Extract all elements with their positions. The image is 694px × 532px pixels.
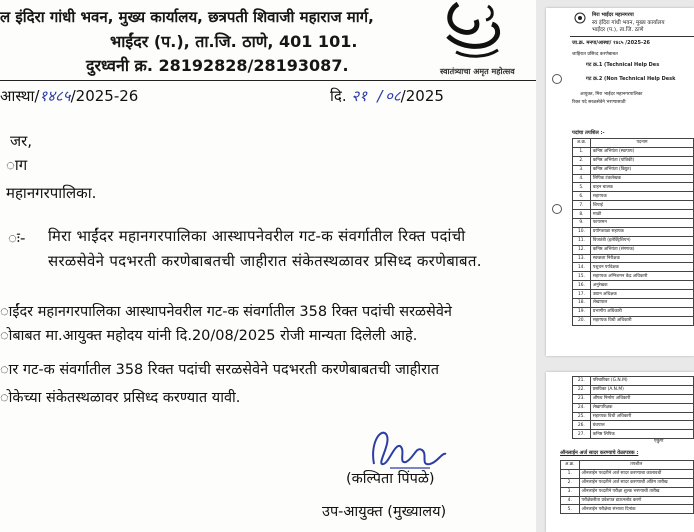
table-cell: सहाय्यक विधी अधिकारी <box>590 412 693 421</box>
table-cell: कनिष्ठ अभियंता (यांत्रिकी) <box>590 156 693 165</box>
table-cell: सहाय्यक विधी अधिकारी <box>590 316 693 325</box>
table-row <box>561 478 694 487</box>
emblem-icon <box>574 12 586 24</box>
table-row <box>573 421 694 430</box>
letterhead-line-3: दुरध्वनी क्र. 28192828/28193087. <box>86 56 349 75</box>
table-cell: 3. <box>573 165 591 174</box>
reference-date <box>330 86 444 106</box>
table-cell: 27. <box>573 430 591 439</box>
table-cell: 2. <box>573 156 591 165</box>
table-row <box>573 394 694 403</box>
thumb1-line: जाहिरात प्रसिध्द करणेबाबत <box>572 52 618 57</box>
table-row <box>573 281 694 290</box>
table-header-row <box>573 139 694 148</box>
table-cell: 12. <box>573 245 591 254</box>
table-cell: 16. <box>573 281 591 290</box>
table-header-cell: अ.क्र. <box>561 461 580 470</box>
thumb2-posts-table <box>572 376 694 439</box>
table-row <box>573 272 694 281</box>
table-cell: 14. <box>573 263 591 272</box>
table-row <box>573 192 694 201</box>
handwritten-signature <box>360 424 450 474</box>
letterhead-line-2: भाईंदर (प.), ता.जि. ठाणे, 401 101. <box>110 32 358 51</box>
table-cell: 26. <box>573 421 591 430</box>
table-row <box>573 219 694 228</box>
table-row <box>573 156 694 165</box>
table-cell: 1. <box>561 469 580 478</box>
table-row <box>573 183 694 192</box>
table-row <box>573 210 694 219</box>
date-handwritten: २१ /०८ <box>351 87 401 105</box>
table-cell: 9. <box>573 219 591 228</box>
table-cell: ऑनलाईन पध्दतीने परीक्षा शुल्क भरण्याची तारीख <box>579 487 693 496</box>
table-cell: 24. <box>573 403 591 412</box>
ref-prefix: आस्था/ <box>0 87 40 105</box>
table-cell: 11. <box>573 236 591 245</box>
table-row <box>561 505 694 514</box>
thumb1-header-1: मिरा भाईंदर महानगरपा <box>592 12 634 18</box>
table-cell: 5. <box>573 183 591 192</box>
table-cell: माळी <box>590 210 693 219</box>
body-paragraph-2-line-1: ार गट-क संवर्गातील 358 रिक्त पदांची सरळसेवेने पदभरती करणेबाबतची जाहीरात <box>0 362 440 378</box>
body-paragraph-2-line-2: ोकेच्या संकेतस्थळावर प्रसिध्द करण्यात यावी. <box>0 390 241 406</box>
table-cell: 18. <box>573 299 591 308</box>
table-row <box>573 201 694 210</box>
table-header-cell: तपशील <box>579 461 693 470</box>
table-cell: ऑनलाईन परीक्षेचा संभाव्य दिनांक <box>579 505 693 514</box>
table-cell: सहाय्यक <box>590 192 693 201</box>
table-cell: कनिष्ठ लिपिक <box>590 430 693 439</box>
table-cell: अनुरेखक <box>590 281 693 290</box>
table-cell: 5. <box>561 505 580 514</box>
table-cell: उद्यान अधिक्षक <box>590 290 693 299</box>
table-row <box>573 147 694 156</box>
letterhead-line-1: ल इंदिरा गांधी भवन, मुख्य कार्यालय, छत्रपती शिवाजी महाराज मार्ग, <box>0 8 374 26</box>
table-row <box>573 412 694 421</box>
table-cell: औषध निर्माण अधिकारी <box>590 394 693 403</box>
punch-hole <box>552 204 562 214</box>
punch-hole <box>552 74 562 84</box>
attachment-thumbnail-page-1[interactable] <box>546 8 694 356</box>
table-cell: 17. <box>573 290 591 299</box>
thumb2-total: एकुण <box>654 439 664 444</box>
ref-suffix: /2025-26 <box>70 87 139 105</box>
table-row <box>573 316 694 325</box>
table-cell: 21. <box>573 377 591 386</box>
table-cell: प्रभागीय अधिकारी <box>590 307 693 316</box>
table-cell: 20. <box>573 316 591 325</box>
thumb1-line: रिक्त पदे सरळसेवेने भरण्यासाठी <box>572 100 626 105</box>
table-cell: 3. <box>561 487 580 496</box>
thumb1-header-3: भाईंदर (प.), ता.जि. ठाणे <box>592 27 644 33</box>
thumb1-divider <box>570 36 694 37</box>
table-row <box>573 227 694 236</box>
table-cell: ऑनलाईन पध्दतीने अर्ज सादर करण्याचा कालावधी <box>579 469 693 478</box>
table-cell: 10. <box>573 227 591 236</box>
table-cell: सहाय्यक अग्निशमन केंद्र अधिकारी <box>590 272 693 281</box>
table-row <box>573 254 694 263</box>
emblem-caption: स्वातंत्र्याचा अमृत महोत्सव <box>440 67 515 76</box>
thumb2-section-title: ऑनलाईन अर्ज सादर करण्याचे वेळापत्रक : <box>560 450 639 456</box>
table-cell: वाहन चालक <box>590 183 693 192</box>
thumb1-line: आयुक्त, मिरा भाईंदर महानगरपालिका <box>580 92 643 97</box>
signatory-name: (कल्पिता पिंपळे) <box>346 471 435 487</box>
table-row <box>573 299 694 308</box>
table-cell: फायरमन <box>590 219 693 228</box>
table-row <box>561 487 694 496</box>
table-cell: लेखापाल <box>590 299 693 308</box>
table-cell: 4. <box>573 174 591 183</box>
thumb1-line: गट क्र.2 (Non Technical Help Desk <box>586 76 676 82</box>
table-cell: कनिष्ठ अभियंता (विद्युत) <box>590 165 693 174</box>
thumb1-ref: जा.क्र. मनपा/आस्था/ १४८५ /2025-26 <box>572 40 651 46</box>
table-cell: 1. <box>573 147 591 156</box>
table-cell: परिचारिका (G.N.M) <box>590 377 693 386</box>
table-cell: पशुधन पर्यवेक्षक <box>590 263 693 272</box>
table-cell: कनिष्ठ अभियंता (स्थापत्य) <box>590 147 693 156</box>
table-cell: 19. <box>573 307 591 316</box>
table-cell: शिपाई <box>590 201 693 210</box>
table-cell: 25. <box>573 412 591 421</box>
table-cell: 6. <box>573 192 591 201</box>
table-row <box>573 307 694 316</box>
table-cell: ऑनलाईन पध्दतीने अर्ज सादर करण्याची अंतिम तारीख <box>579 478 693 487</box>
date-label: दि. <box>330 87 347 105</box>
thumb2-schedule-table <box>560 460 694 514</box>
table-header-row <box>561 461 694 470</box>
table-row <box>561 496 694 505</box>
table-header-cell: अ.क्र. <box>573 139 591 148</box>
date-year: /2025 <box>400 87 444 105</box>
table-row <box>573 165 694 174</box>
reference-number <box>0 86 138 106</box>
table-cell: परीक्षेकरीता प्रवेशपत्र डाऊनलोड करणे <box>579 496 693 505</box>
table-cell: विजतंत्री (इलेक्ट्रिशियन) <box>590 236 693 245</box>
subject-marker: ः- <box>8 229 26 247</box>
thumb1-header-2: स्व इंदिरा गांधी भवन, मुख्य कार्यालय <box>592 20 665 26</box>
address-line-2: ाग <box>6 156 28 174</box>
table-row <box>573 403 694 412</box>
thumb1-posts-table <box>572 138 694 326</box>
table-cell: 22. <box>573 385 591 394</box>
table-cell: प्रयोगशाळा सहायक <box>590 227 693 236</box>
table-cell: 23. <box>573 394 591 403</box>
table-row <box>573 430 694 439</box>
table-row <box>573 263 694 272</box>
address-line-3: महानगरपालिका. <box>6 184 97 202</box>
signatory-designation: उप-आयुक्त (मुख्यालय) <box>322 504 447 520</box>
table-cell: 2. <box>561 478 580 487</box>
table-row <box>573 377 694 386</box>
table-row <box>573 245 694 254</box>
table-row <box>561 469 694 478</box>
table-cell: 15. <box>573 272 591 281</box>
table-cell: स्वच्छता निरीक्षक <box>590 254 693 263</box>
table-row <box>573 236 694 245</box>
address-line-1: जर, <box>10 132 33 150</box>
table-cell: ग्रंथपाल <box>590 421 693 430</box>
table-cell: कनिष्ठ अभियंता (संगणक) <box>590 245 693 254</box>
body-paragraph-1-line-2: ोबाबत मा.आयुक्त महोदय यांनी दि.20/08/2025 रोजी मान्यता दिलेली आहे. <box>0 328 418 344</box>
table-cell: लेखापरिक्षक <box>590 403 693 412</box>
table-row <box>573 290 694 299</box>
table-row <box>573 385 694 394</box>
ref-handwritten-no: १४८५ <box>39 87 71 105</box>
table-cell: 13. <box>573 254 591 263</box>
table-cell: 4. <box>561 496 580 505</box>
subject-text: मिरा भाईंदर महानगरपालिका आस्थापनेवरील गट-क संवर्गातील रिक्त पदांची सरळसेवेने पदभरती करणेबाबतची जाहीरात संकेतस्थळावर प्रसिध्द करणेबाबत. <box>48 227 482 270</box>
thumb1-line: गट क्र.1 (Technical Help Des <box>586 62 660 68</box>
table-cell: लिपिक टंकलेखक <box>590 174 693 183</box>
table-cell: 7. <box>573 201 591 210</box>
table-cell: प्रसविका (A.N.M) <box>590 385 693 394</box>
table-row <box>573 174 694 183</box>
table-header-cell: पदनाम <box>590 139 693 148</box>
body-paragraph-1-line-1: ाईंदर महानगरपालिका आस्थापनेवरील गट-क संवर्गातील 358 रिक्त पदांची सरळसेवेने <box>0 304 452 320</box>
attachment-thumbnail-page-2[interactable] <box>546 372 694 532</box>
thumb1-line: पदांचा तपशिल :- <box>572 130 605 136</box>
header-divider <box>0 80 536 81</box>
table-cell: 8. <box>573 210 591 219</box>
